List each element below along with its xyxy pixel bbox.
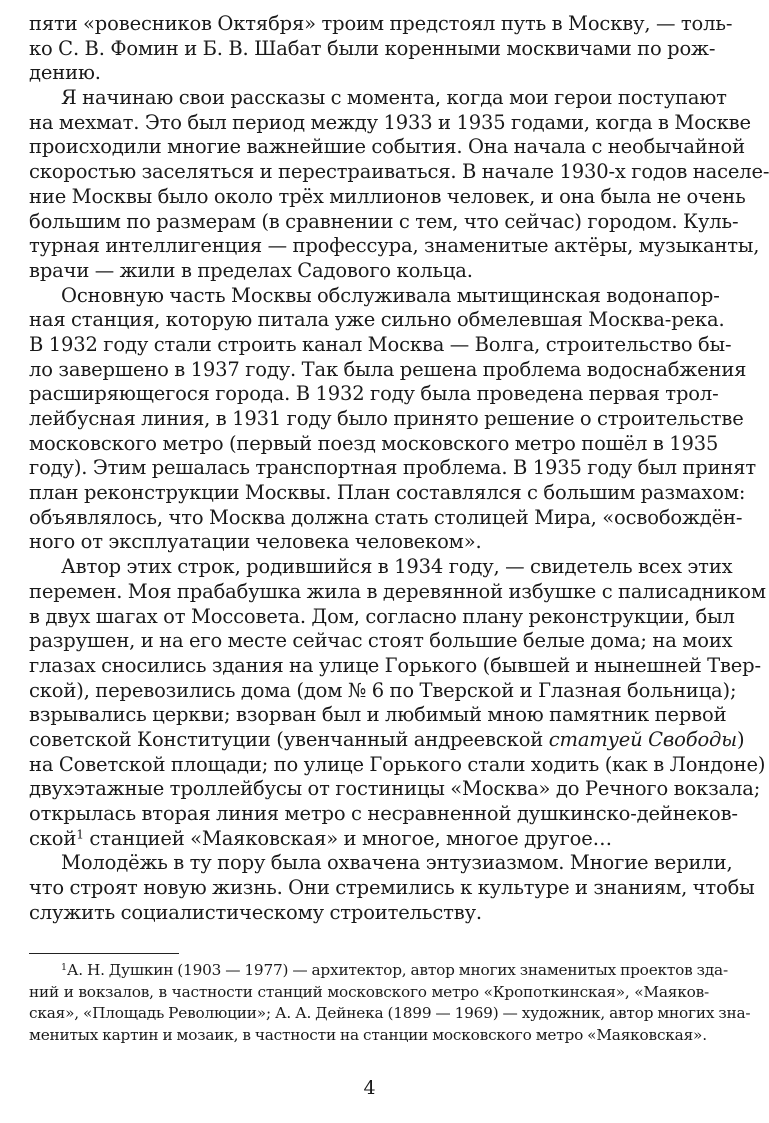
text-line: служить социалистическому строительству. <box>29 900 482 924</box>
text-segment: ской <box>29 826 77 850</box>
text-line: в двух шагах от Моссовета. Дом, согласно плану реконструкции, был <box>29 604 735 628</box>
text-line: ние Москвы было около трёх миллионов человек, и она была не очень <box>29 184 746 208</box>
text-line: двухэтажные троллейбусы от гостиницы «Москва» до Речного вокзала; <box>29 777 761 801</box>
footnote-line: ний и вокзалов, в частности станций московского метро «Кропоткинская», «Маяков- <box>29 982 709 1001</box>
paragraph <box>29 851 755 925</box>
text-line: план реконструкции Москвы. План составлялся с большим размахом: <box>29 481 746 505</box>
text-segment: А. Н. Душкин (1903 — 1977) — архитектор, автор многих знаменитых проектов зда- <box>66 961 728 979</box>
text-line: скоростью заселяться и перестраиваться. В начале 1930-х годов населе- <box>29 160 769 184</box>
text-line: Молодёжь в ту пору была охвачена энтузиазмом. Многие верили, <box>61 851 733 875</box>
footnote-line: менитых картин и мозаик, в частности на станции московского метро «Маяковская». <box>29 1025 707 1044</box>
footnote-reference[interactable]: 1 <box>76 827 84 842</box>
text-line: ской), перевозились дома (дом № 6 по Тверской и Глазная больница); <box>29 678 737 702</box>
text-line: В 1932 году стали строить канал Москва — Волга, строительство бы- <box>29 332 732 356</box>
text-line: турная интеллигенция — профессура, знаменитые актёры, музыканты, <box>29 234 760 258</box>
text-line: ного от эксплуатации человека человеком». <box>29 530 482 554</box>
text-line: глазах сносились здания на улице Горького (бывшей и нынешней Твер- <box>29 653 761 677</box>
paragraph <box>29 555 766 851</box>
paragraph <box>29 86 769 284</box>
text-line: ко С. В. Фомин и Б. В. Шабат были коренными москвичами по рож- <box>29 36 716 60</box>
text-line: разрушен, и на его месте сейчас стоят большие белые дома; на моих <box>29 629 733 653</box>
text-line: расширяющегося города. В 1932 году была проведена первая трол- <box>29 382 719 406</box>
footnote-line: ская», «Площадь Революции»; А. А. Дейнека (1899 — 1969) — художник, автор многих зна- <box>29 1004 751 1022</box>
text-line: врачи — жили в пределах Садового кольца. <box>29 258 473 282</box>
text-line: пяти «ровесников Октября» троим предстоял путь в Москву, — толь- <box>29 12 733 35</box>
text-segment: ) <box>736 727 745 751</box>
text-segment: советской Конституции (увенчанный андреевской <box>29 727 544 751</box>
text-line: перемен. Моя прабабушка жила в деревянной избушке с палисадником <box>29 579 766 603</box>
text-line: ная станция, которую питала уже сильно обмелевшая Москва-река. <box>29 308 725 332</box>
footnote-divider <box>29 953 179 954</box>
text-line: что строят новую жизнь. Они стремились к культуре и знаниям, чтобы <box>29 876 755 900</box>
text-line: Основную часть Москвы обслуживала мытищинская водонапор- <box>61 283 720 307</box>
text-line: на мехмат. Это был период между 1933 и 1935 годами, когда в Москве <box>29 110 751 134</box>
page-body <box>29 12 769 925</box>
text-line: большим по размерам (в сравнении с тем, что сейчас) городом. Куль- <box>29 209 739 233</box>
text-line: Автор этих строк, родившийся в 1934 году, — свидетель всех этих <box>61 555 733 579</box>
text-line: лейбусная линия, в 1931 году было принято решение о строительстве <box>29 407 744 430</box>
text-line: дению. <box>29 61 101 85</box>
text-line: Я начинаю свои рассказы с момента, когда мои герои поступают <box>61 86 727 110</box>
footnote <box>29 960 751 1046</box>
text-line: происходили многие важнейшие события. Она начала с необычайной <box>29 135 745 159</box>
text-line: открылась вторая линия метро с несравненной душкинско-дейнеков- <box>29 802 738 825</box>
footnote-line <box>29 960 728 982</box>
text-line <box>29 727 745 753</box>
paragraph <box>29 12 733 86</box>
text-line: ло завершено в 1937 году. Так была решена проблема водоснабжения <box>29 357 747 381</box>
text-line <box>29 827 709 852</box>
text-line: московского метро (первый поезд московского метро пошёл в 1935 <box>29 431 719 455</box>
page-number: 4 <box>363 1077 376 1099</box>
text-line: году). Этим решалась транспортная проблема. В 1935 году был принят <box>29 456 757 480</box>
text-line: на Советской площади; по улице Горького стали ходить (как в Лондоне) <box>29 752 766 776</box>
italic-text: статуей Свободы <box>548 727 737 751</box>
text-line: объявлялось, что Москва должна стать столицей Мира, «освобождён- <box>29 505 743 529</box>
text-segment: станцией «Маяковская» и многое, многое другое… <box>83 826 612 850</box>
text-line: взрывались церкви; взорван был и любимый мною памятник первой <box>29 703 727 727</box>
footnote-marker: 1 <box>61 961 67 973</box>
paragraph <box>29 283 757 556</box>
